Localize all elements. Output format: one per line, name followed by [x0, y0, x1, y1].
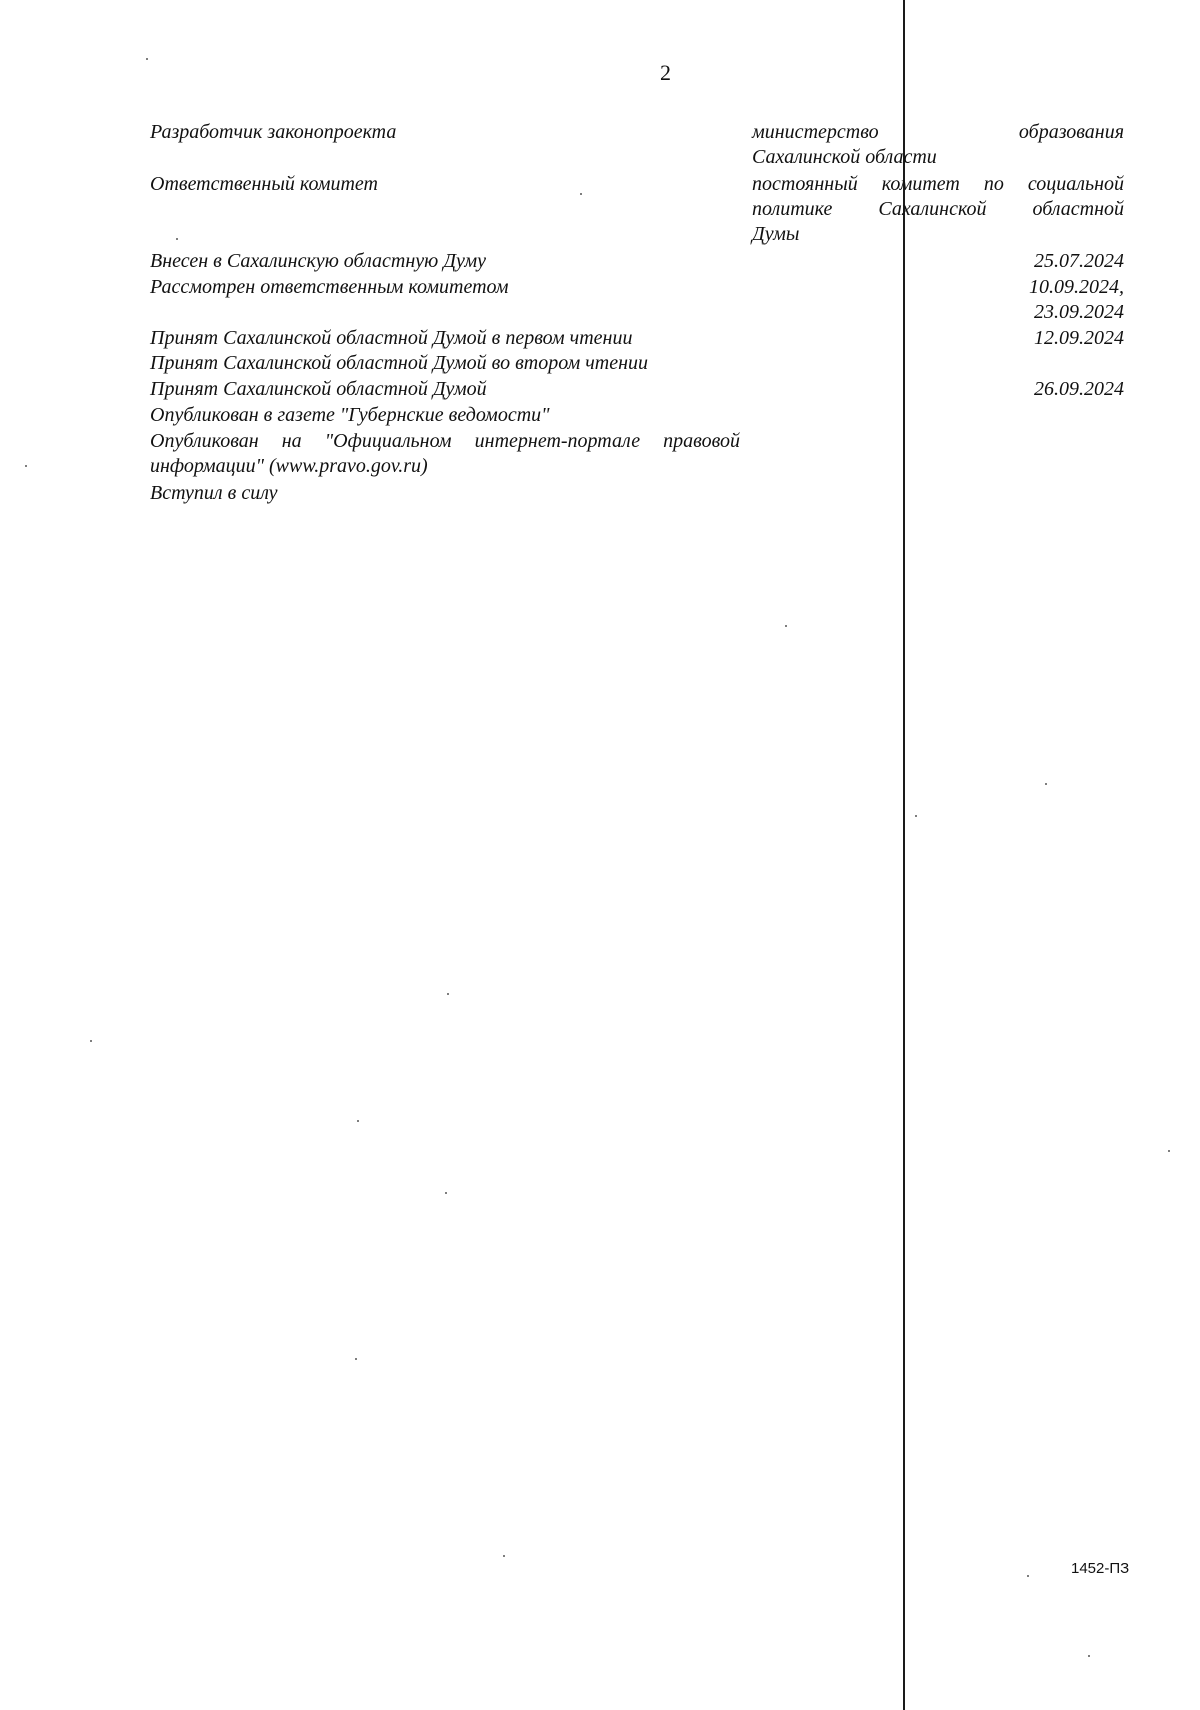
published-portal-label — [150, 429, 740, 479]
committee-value — [752, 172, 1124, 247]
second-reading-label: Принят Сахалинской областной Думой во втором чтении — [150, 352, 649, 374]
published-portal-line2: информации" (www.pravo.gov.ru) — [150, 455, 428, 477]
scan-speck — [445, 1192, 447, 1194]
developer-value-line1: министерство образования — [752, 121, 1124, 143]
published-portal-line1: Опубликован на "Официальном интернет-портале правовой — [150, 430, 740, 452]
developer-value-line2: Сахалинской области — [752, 146, 937, 168]
developer-label: Разработчик законопроекта — [150, 121, 397, 143]
adopted-date: 26.09.2024 — [1034, 378, 1124, 400]
scan-artifact-line — [903, 0, 905, 1710]
scan-speck — [25, 465, 27, 467]
scan-speck — [357, 1120, 359, 1122]
submitted-date: 25.07.2024 — [1034, 250, 1124, 272]
scan-speck — [1027, 1575, 1029, 1577]
scan-speck — [355, 1358, 357, 1360]
scan-speck — [915, 815, 917, 817]
reviewed-date-2: 23.09.2024 — [1034, 301, 1124, 323]
committee-value-line1: постоянный комитет по социальной — [752, 173, 1124, 195]
adopted-label: Принят Сахалинской областной Думой — [150, 378, 487, 400]
entered-force-label: Вступил в силу — [150, 482, 278, 504]
committee-value-line3: Думы — [752, 223, 800, 245]
reviewed-date-1: 10.09.2024, — [1029, 276, 1124, 298]
scan-speck — [1045, 783, 1047, 785]
scan-speck — [146, 58, 148, 60]
scan-speck — [580, 193, 582, 195]
first-reading-label: Принят Сахалинской областной Думой в первом чтении — [150, 327, 633, 349]
scan-speck — [1088, 1655, 1090, 1657]
scan-speck — [1168, 1150, 1170, 1152]
committee-label: Ответственный комитет — [150, 173, 378, 195]
developer-value — [752, 120, 1124, 170]
submitted-label: Внесен в Сахалинскую областную Думу — [150, 250, 487, 272]
first-reading-date: 12.09.2024 — [1034, 327, 1124, 349]
published-newspaper-label: Опубликован в газете "Губернские ведомости" — [150, 404, 550, 426]
scan-speck — [503, 1555, 505, 1557]
scan-speck — [447, 993, 449, 995]
committee-value-line2: политике Сахалинской областной — [752, 198, 1124, 220]
reviewed-label: Рассмотрен ответственным комитетом — [150, 276, 509, 298]
scan-speck — [785, 625, 787, 627]
scan-speck — [90, 1040, 92, 1042]
page-number: 2 — [660, 60, 671, 85]
document-code: 1452-ПЗ — [1071, 1560, 1130, 1577]
scan-speck — [176, 238, 178, 240]
